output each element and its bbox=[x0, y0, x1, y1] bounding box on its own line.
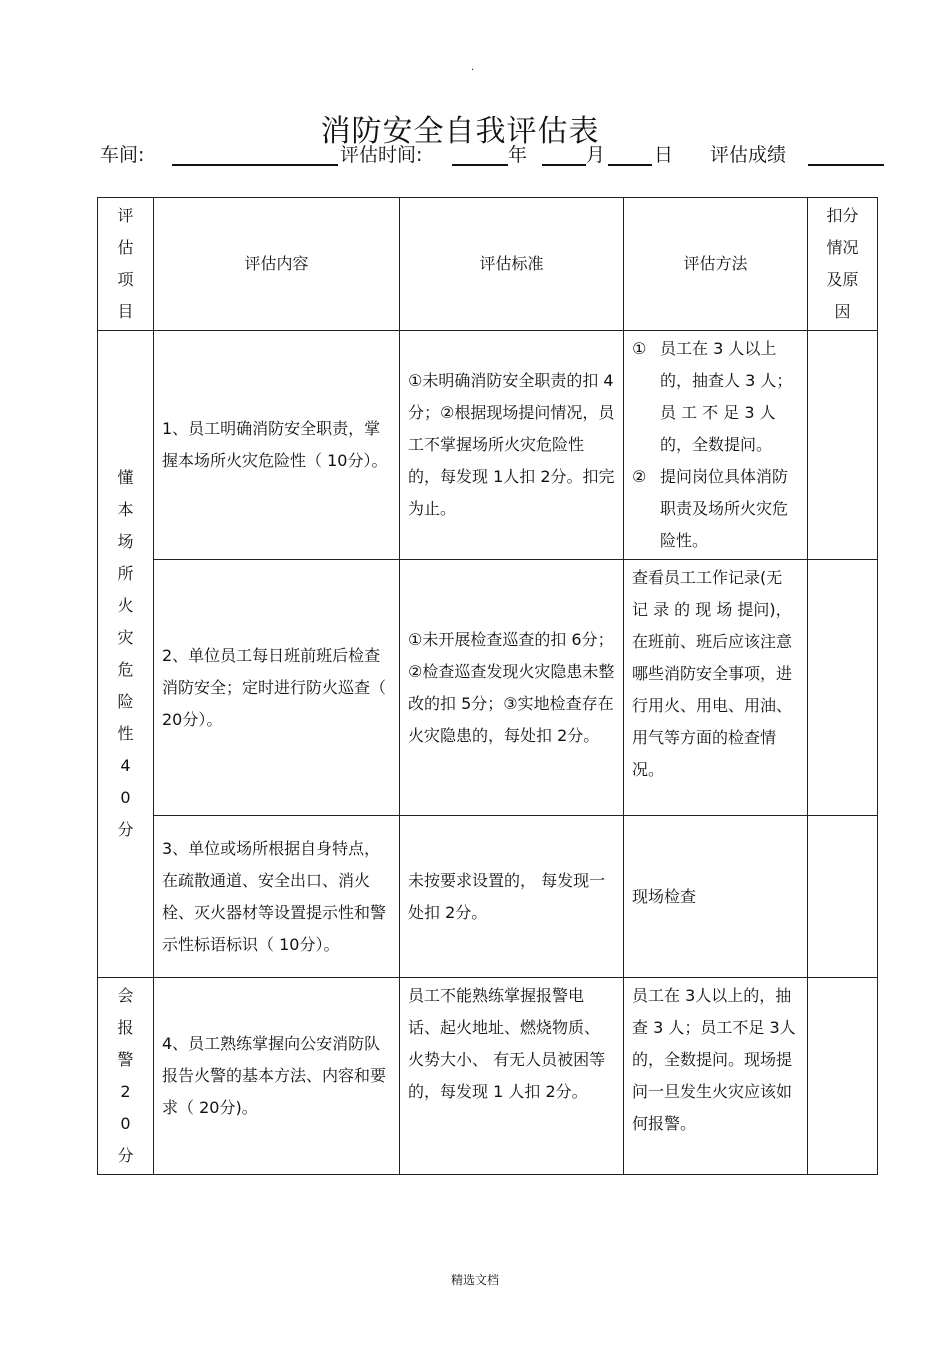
page-dot: . bbox=[471, 62, 475, 73]
time-label: 评估时间: bbox=[340, 144, 423, 166]
row-content: 1、员工明确消防安全职责，掌握本场所火灾危险性（ 10分）。 bbox=[154, 331, 400, 560]
row-content: 2、单位员工每日班前班后检查消防安全；定时进行防火巡查（ 20分）。 bbox=[154, 560, 400, 816]
row-standard: ①未开展检查巡查的扣 6分；②检查巡查发现火灾隐患未整改的扣 5分；③实地检查存在火灾隐患的，每处扣 2分。 bbox=[400, 560, 624, 816]
workshop-label: 车间: bbox=[100, 144, 145, 166]
row-deduction-cell[interactable] bbox=[808, 331, 878, 560]
row-content: 4、员工熟练掌握向公安消防队报告火警的基本方法、内容和要求（ 20分)。 bbox=[154, 978, 400, 1175]
assessment-table bbox=[97, 197, 878, 1175]
column-header-content: 评估内容 bbox=[154, 198, 400, 331]
month-label: 月 bbox=[586, 144, 606, 166]
column-header-standard: 评估标准 bbox=[400, 198, 624, 331]
row-deduction-cell[interactable] bbox=[808, 816, 878, 978]
row-standard: ①未明确消防安全职责的扣 4分；②根据现场提问情况，员工不掌握场所火灾危险性的，每发现 1人扣 2分。扣完为止。 bbox=[400, 331, 624, 560]
score-label: 评估成绩 bbox=[710, 144, 787, 166]
column-header-method: 评估方法 bbox=[624, 198, 808, 331]
row-content: 3、单位或场所根据自身特点，在疏散通道、安全出口、消火栓、灭火器材等设置提示性和警示性标语标识（ 10分）。 bbox=[154, 816, 400, 978]
row-method: 现场检查 bbox=[624, 816, 808, 978]
group-label-hazard: 懂本场所火灾危险性40分 bbox=[98, 331, 154, 978]
row-standard: 未按要求设置的， 每发现一处扣 2分。 bbox=[400, 816, 624, 978]
form-header bbox=[100, 140, 890, 170]
month-field[interactable] bbox=[542, 164, 586, 166]
row-method bbox=[624, 331, 808, 560]
row-deduction-cell[interactable] bbox=[808, 560, 878, 816]
row-method: 查看员工工作记录(无 记 录 的 现 场 提问)，在班前、班后应该注意哪些消防安全事项，进行用火、用电、用油、用气等方面的检查情况。 bbox=[624, 560, 808, 816]
page-footer: 精选文档 bbox=[450, 1273, 499, 1287]
column-header-item: 评估项目 bbox=[98, 198, 154, 331]
workshop-field[interactable] bbox=[172, 164, 338, 166]
table-row bbox=[98, 978, 878, 1175]
row-method: 员工在 3人以上的，抽查 3 人；员工不足 3人的，全数提问。现场提问一旦发生火灾应该如何报警。 bbox=[624, 978, 808, 1175]
year-field[interactable] bbox=[452, 164, 508, 166]
group-label-alarm: 会报警20分 bbox=[98, 978, 154, 1175]
row-standard: 员工不能熟练掌握报警电话、起火地址、燃烧物质、火势大小、 有无人员被困等的，每发现 1 人扣 2分。 bbox=[400, 978, 624, 1175]
score-field[interactable] bbox=[808, 164, 884, 166]
method-item: ② 提问岗位具体消防职责及场所火灾危险性。 bbox=[632, 467, 789, 550]
table-row bbox=[98, 331, 878, 560]
page-title: 消防安全自我评估表 bbox=[320, 114, 600, 150]
row-deduction-cell[interactable] bbox=[808, 978, 878, 1175]
table-header-row bbox=[98, 198, 878, 331]
day-label: 日 bbox=[654, 144, 674, 166]
table-row bbox=[98, 816, 878, 978]
method-item: ① 员工在 3 人以上的，抽查人 3 人；员 工 不 足 3 人的，全数提问。 bbox=[632, 339, 793, 454]
column-header-deduction: 扣分情况及原因 bbox=[808, 198, 878, 331]
day-field[interactable] bbox=[608, 164, 652, 166]
year-label: 年 bbox=[508, 144, 528, 166]
table-row bbox=[98, 560, 878, 816]
